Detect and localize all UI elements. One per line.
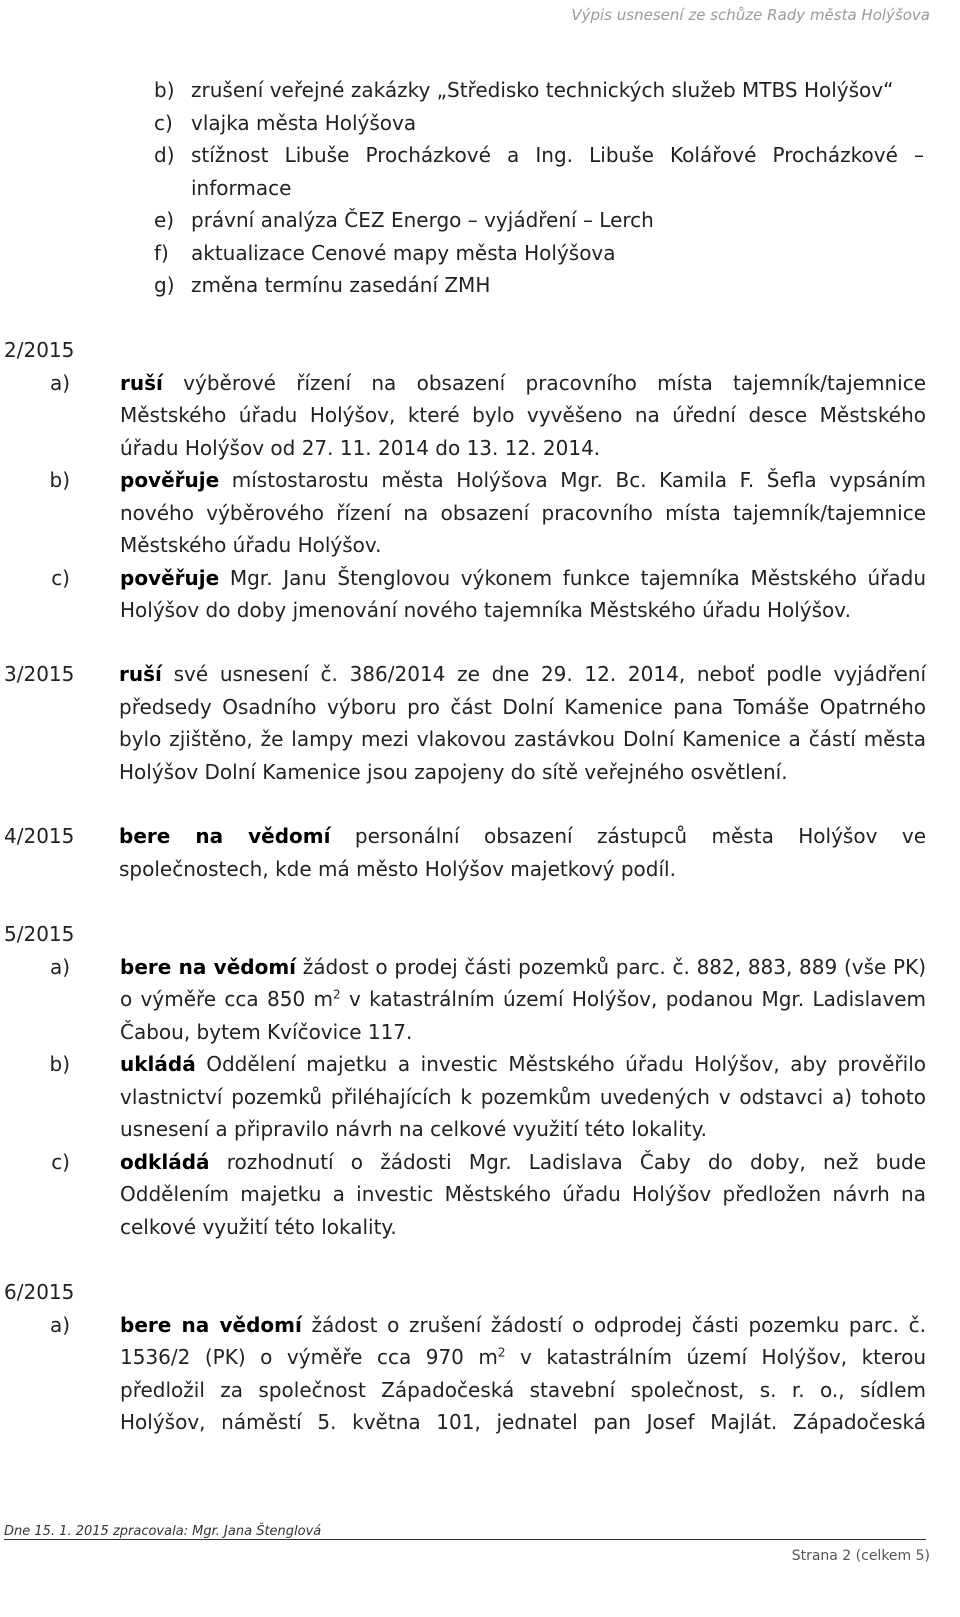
resolution-verb: pověřuje: [120, 468, 220, 492]
resolution-number: 2/2015: [4, 338, 75, 362]
agenda-item: b) zrušení veřejné zakázky „Středisko technických služeb MTBS Holýšov“: [154, 78, 894, 102]
page-number: Strana 2 (celkem 5): [791, 1548, 930, 1564]
resolution-number: 6/2015: [4, 1280, 75, 1304]
agenda-item: f) aktualizace Cenové mapy města Holýšova: [154, 240, 616, 265]
resolution-number: 5/2015: [4, 922, 75, 946]
resolution-verb: odkládá: [120, 1149, 210, 1174]
resolution-item: a) bere na vědomí žádost o prodej části pozemků parc. č. 882, 883, 889 (vše PK) o výměře cca 850 $m^2$ v katastrálním území Holýšov, podanou Mgr. Ladislavem Čabou, bytem Kvíčovice 117.: [4, 951, 926, 1049]
page-header: Výpis usnesení ze schůze Rady města Holýšova: [571, 6, 930, 24]
item-label: a): [49, 1312, 70, 1337]
agenda-item: c) vlajka města Holýšova: [154, 110, 417, 135]
resolution-5-2015: [4, 918, 926, 1243]
agenda-item: informace: [191, 175, 292, 200]
agenda-item: e) právní analýza ČEZ Energo – vyjádření – Lerch: [154, 208, 654, 232]
resolution-verb: bere na vědomí: [119, 824, 331, 848]
agenda-list: [154, 74, 924, 302]
resolution-3-2015: 3/2015 ruší své usnesení č. 386/2014 ze dne 29. 12. 2014, neboť podle vyjádření předsedy Osadního výboru pro část Dolní Kamenice pana Tomáše Opatrného bylo zjištěno, že lampy mezi vlakovou zastávkou Dolní Kamenice a částí města Holýšov Dolní Kamenice jsou zapojeny do sítě veřejného osvětlení.: [4, 658, 926, 788]
resolution-number: 4/2015: [4, 824, 75, 848]
resolution-6-2015: [4, 1276, 926, 1439]
resolution-verb: ruší: [120, 370, 163, 395]
resolution-item: c) odkládá rozhodnutí o žádosti Mgr. Ladislava Čaby do doby, než bude Oddělením majetku a investic Městského úřadu Holýšov předložen návrh na celkové využití této lokality.: [4, 1146, 926, 1244]
resolution-item: c) pověřuje Mgr. Janu Štenglovou výkonem funkce tajemníka Městského úřadu Holýšov do doby jmenování nového tajemníka Městského úřadu Holýšov.: [4, 562, 926, 627]
resolution-verb: pověřuje: [120, 565, 220, 590]
resolution-item: b) pověřuje místostarostu města Holýšova Mgr. Bc. Kamila F. Šefla vypsáním nového výběrového řízení na obsazení pracovního místa tajemník/tajemnice Městského úřadu Holýšov.: [4, 464, 926, 562]
footer-author: Dne 15. 1. 2015 zpracovala: Mgr. Jana Štenglová: [4, 1524, 322, 1539]
resolution-item: a) ruší výběrové řízení na obsazení pracovního místa tajemník/tajemnice Městského úřadu Holýšov, které bylo vyvěšeno na úřední desce Městského úřadu Holýšov od 27. 11. 2014 do 13. 12. 2014.: [4, 367, 926, 465]
resolution-item: b) ukládá Oddělení majetku a investic Městského úřadu Holýšov, aby prověřilo vlastnictví pozemků přiléhajících k pozemkům uvedených v odstavci a) tohoto usnesení a připravilo návrh na celkové využití této lokality.: [4, 1048, 926, 1146]
agenda-item: g) změna termínu zasedání ZMH: [154, 273, 491, 297]
resolution-verb: ukládá: [120, 1052, 196, 1076]
resolution-verb: bere na vědomí: [120, 954, 297, 979]
resolution-verb: bere na vědomí: [120, 1312, 302, 1337]
resolution-item: a) bere na vědomí žádost o zrušení žádostí o odprodej části pozemku parc. č. 1536/2 (PK) o výměře cca 970 $m^2$ v katastrálním území Holýšov, kterou předložil za společnost Západočeská stavební společnost, s. r. o., sídlem Holýšov, náměstí 5. května 101, jednatel pan Josef Majlát. Západočeská: [4, 1309, 926, 1439]
resolution-4-2015: 4/2015 bere na vědomí personální obsazení zástupců města Holýšov ve společnostech, kde má město Holýšov majetkový podíl.: [4, 820, 926, 885]
item-label: b): [49, 468, 70, 492]
resolution-2-2015: [4, 334, 926, 627]
resolution-number: 3/2015: [4, 662, 75, 686]
item-label: a): [49, 370, 70, 395]
item-label: c): [51, 1149, 70, 1174]
resolution-verb: ruší: [119, 662, 162, 686]
item-label: a): [49, 954, 70, 979]
agenda-item: d) stížnost Libuše Procházkové a Ing. Libuše Kolářové Procházkové –: [154, 143, 924, 167]
footer-divider: [4, 1539, 926, 1540]
item-label: c): [51, 565, 70, 590]
item-label: b): [49, 1052, 70, 1076]
